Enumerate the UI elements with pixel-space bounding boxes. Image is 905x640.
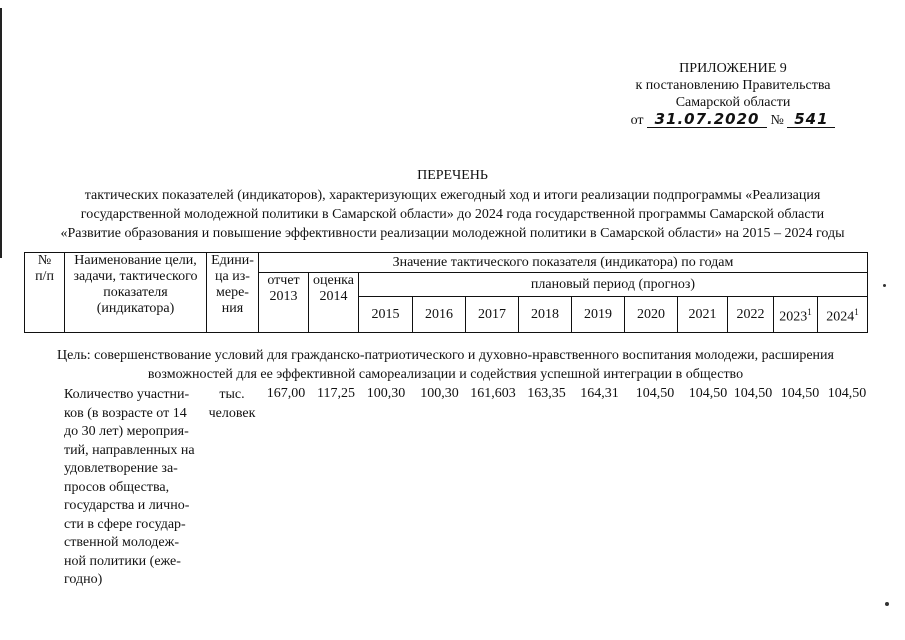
header-estimate-2014 bbox=[309, 273, 359, 333]
indicator-name-line: сти в сфере государ- bbox=[64, 516, 186, 532]
indicator-name bbox=[64, 386, 210, 590]
value-cell: 163,35 bbox=[527, 386, 566, 401]
unit-line: человек bbox=[208, 405, 256, 421]
indicator-name-line: просов общества, bbox=[64, 479, 170, 495]
header-name-line: Наименование цели, bbox=[74, 253, 197, 268]
indicator-unit bbox=[206, 386, 258, 423]
indicator-name-line: Количество участни- bbox=[64, 387, 190, 402]
indicator-name-line: ков (в возрасте от 14 bbox=[64, 405, 187, 421]
indicator-name-line: годно) bbox=[64, 572, 103, 587]
goal-text bbox=[26, 346, 865, 384]
header-number-line: № bbox=[37, 253, 52, 268]
appendix-title: ПРИЛОЖЕНИЕ 9 bbox=[679, 61, 787, 76]
unit-line: тыс. bbox=[219, 387, 245, 402]
header-year: 2015 bbox=[359, 297, 413, 333]
value-cell: 117,25 bbox=[317, 386, 355, 401]
header-unit-line: ца из- bbox=[215, 269, 250, 284]
value-cell: 104,50 bbox=[827, 386, 867, 401]
value-cell: 164,31 bbox=[580, 386, 619, 401]
indicator-name-line: тий, направленных на bbox=[64, 442, 195, 458]
header-year: 2016 bbox=[413, 297, 466, 333]
handwritten-number: 541 bbox=[787, 111, 835, 128]
header-estimate-line: оценка bbox=[312, 273, 354, 288]
header-number-line: п/п bbox=[35, 269, 54, 284]
footnote-mark: 1 bbox=[854, 306, 859, 317]
header-unit-line: Едини- bbox=[211, 253, 254, 268]
subtitle-line: государственной молодежной политики в Самарской области» до 2024 года государственной программы Самарской области bbox=[80, 207, 825, 222]
value-cell: 104,50 bbox=[688, 386, 728, 401]
date-prefix: от bbox=[630, 113, 644, 128]
header-planned-period: плановый период (прогноз) bbox=[359, 273, 868, 297]
header-year: 2022 bbox=[728, 297, 774, 333]
document-title: ПЕРЕЧЕНЬ bbox=[417, 168, 488, 183]
indicators-table-header bbox=[24, 252, 868, 333]
indicator-name-line: ственной молодеж- bbox=[64, 535, 179, 550]
header-name-line: задачи, тактического bbox=[73, 269, 198, 284]
document-subtitle bbox=[14, 186, 891, 243]
goal-line: Цель: совершенствование условий для гражданско-патриотического и духовно-нравственного воспитания молодежи, расширения bbox=[57, 348, 834, 363]
value-cell: 104,50 bbox=[635, 386, 675, 401]
header-year: 2021 bbox=[678, 297, 728, 333]
appendix-date-row bbox=[623, 111, 843, 129]
number-prefix: № bbox=[770, 113, 784, 128]
header-year-footnoted bbox=[774, 297, 818, 333]
header-values: Значение тактического показателя (индикатора) по годам bbox=[259, 253, 868, 273]
indicator-name-line: до 30 лет) мероприя- bbox=[64, 424, 189, 439]
header-unit-line: ния bbox=[221, 301, 244, 316]
header-year: 2019 bbox=[572, 297, 625, 333]
header-year: 2017 bbox=[466, 297, 519, 333]
header-year: 2020 bbox=[625, 297, 678, 333]
header-report-line: отчет bbox=[267, 273, 300, 288]
header-report-line: 2013 bbox=[269, 289, 298, 304]
value-cell: 104,50 bbox=[780, 386, 820, 401]
indicator-name-line: ной политики (еже- bbox=[64, 553, 181, 569]
value-cell: 104,50 bbox=[733, 386, 773, 401]
scan-edge-line bbox=[0, 8, 2, 258]
header-year-label: 2023 bbox=[779, 309, 808, 325]
value-cell: 100,30 bbox=[420, 386, 459, 401]
header-number bbox=[25, 253, 65, 333]
header-name-line: показателя bbox=[103, 285, 168, 300]
footnote-mark: 1 bbox=[807, 306, 812, 317]
appendix-line: к постановлению Правительства bbox=[635, 78, 831, 93]
subtitle-line: тактических показателей (индикаторов), характеризующих ежегодный ход и итоги реализации подпрограммы «Реализация bbox=[84, 188, 821, 203]
goal-line: возможностей для ее эффективной самореализации и содействия успешной интеграции в общество bbox=[147, 367, 744, 382]
value-cell: 167,00 bbox=[266, 386, 306, 401]
header-name-line: (индикатора) bbox=[96, 301, 175, 316]
appendix-block bbox=[623, 60, 843, 129]
header-report-2013 bbox=[259, 273, 309, 333]
header-unit-line: мере- bbox=[216, 285, 249, 300]
header-year: 2018 bbox=[519, 297, 572, 333]
header-unit bbox=[207, 253, 259, 333]
header-name bbox=[65, 253, 207, 333]
value-cell: 161,603 bbox=[470, 386, 516, 401]
value-cell: 100,30 bbox=[366, 386, 406, 401]
header-year-label: 2024 bbox=[826, 309, 855, 325]
header-year-footnoted bbox=[818, 297, 868, 333]
appendix-line: Самарской области bbox=[675, 95, 791, 110]
subtitle-line: «Развитие образования и повышение эффективности реализации молодежной политики в Самарской области» на 2015 – 2024 годы bbox=[60, 226, 845, 241]
scan-speck bbox=[883, 284, 886, 287]
indicator-name-line: государства и лично- bbox=[64, 498, 190, 513]
scan-speck bbox=[885, 602, 889, 606]
indicator-name-line: удовлетворение за- bbox=[64, 461, 178, 476]
header-estimate-line: 2014 bbox=[319, 289, 348, 304]
handwritten-date: 31.07.2020 bbox=[647, 111, 767, 128]
